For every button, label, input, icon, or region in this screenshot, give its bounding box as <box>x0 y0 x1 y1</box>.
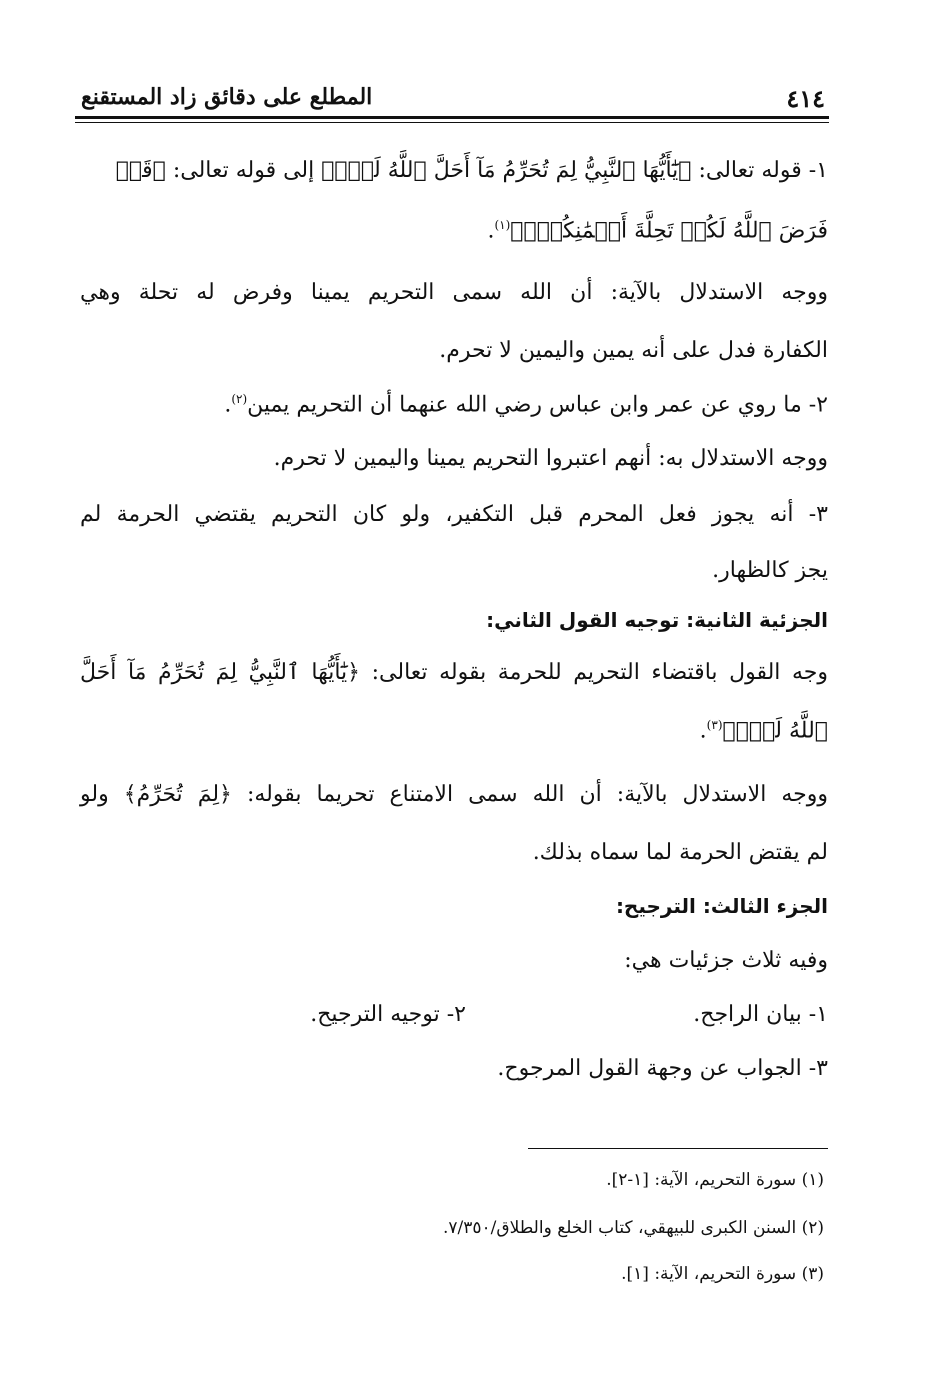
inference-3-line-2: لم يقتض الحرمة لما سماه بذلك. <box>532 840 828 865</box>
sub-item-3: ٣- الجواب عن وجهة القول المرجوح. <box>497 1056 828 1081</box>
sub-item-2: ٢- توجيه الترجيح. <box>310 1002 466 1027</box>
section-heading-tarjih: الجزء الثالث: الترجيح: <box>615 894 828 918</box>
footnote-1: (١) سورة التحريم، الآية: [١-٢]. <box>606 1170 824 1190</box>
evidence-1-line-1 <box>116 158 828 183</box>
sub-item-1: ١- بيان الراجح. <box>693 1002 828 1027</box>
evidence-2-number: ٢- <box>808 392 828 418</box>
page-number: ٤١٤ <box>786 84 825 113</box>
evidence-1-text-b: فَرَضَ ٱللَّهُ لَكُمۡ تَحِلَّةَ أَيۡمَٰنِكُمۡۚ﴾ <box>510 218 828 244</box>
evidence-3-number: ٣- <box>808 502 828 527</box>
header-rule-thin <box>75 122 829 123</box>
second-view-line-2: ٱللَّهُ لَكَۖ﴾$^{(٣)}$. <box>699 718 828 744</box>
header-rule-thick <box>75 116 829 119</box>
evidence-1-line-2: فَرَضَ ٱللَّهُ لَكُمۡ تَحِلَّةَ أَيۡمَٰنِكُمۡۚ﴾$^{(١)}$. <box>487 218 828 244</box>
footnote-ref-1: (١) <box>494 218 511 232</box>
inference-3-line-1: ووجه الاستدلال بالآية: أن الله سمى الامتناع تحريما بقوله: ﴿لِمَ تُحَرِّمُ﴾ ولو <box>80 782 828 807</box>
footnote-ref-3: (٣) <box>706 718 723 732</box>
subsection-heading-second-view: الجزئية الثانية: توجيه القول الثاني: <box>486 608 828 632</box>
evidence-3-text-a: أنه يجوز فعل المحرم قبل التكفير، ولو كان التحريم يقتضي الحرمة لم <box>80 502 794 527</box>
footnote-3: (٣) سورة التحريم، الآية: [١]. <box>621 1264 824 1284</box>
page-header <box>75 78 829 118</box>
evidence-2-text: ما روي عن عمر وابن عباس رضي الله عنهما أن التحريم يمين <box>247 392 802 418</box>
inference-1-line-2: الكفارة فدل على أنه يمين واليمين لا تحرم. <box>439 338 828 363</box>
second-view-line-1: وجه القول باقتضاء التحريم للحرمة بقوله تعالى: ﴿يَٰٓأَيُّهَا ٱلنَّبِيُّ لِمَ تُحَرِّمُ مَآ أَحَلَّ <box>80 660 828 685</box>
evidence-1-number: ١- <box>808 158 828 183</box>
inference-2-line: ووجه الاستدلال به: أنهم اعتبروا التحريم يمينا واليمين لا تحرم. <box>273 446 828 471</box>
evidence-3-line-2: يجز كالظهار. <box>712 558 828 583</box>
footnote-2: (٢) السنن الكبرى للبيهقي، كتاب الخلع والطلاق/٧/٣٥٠. <box>443 1218 824 1238</box>
intro-line: وفيه ثلاث جزئيات هي: <box>624 948 828 973</box>
footnote-ref-2: (٢) <box>231 392 248 406</box>
book-title: المطلع على دقائق زاد المستقنع <box>81 84 373 110</box>
evidence-2-line: ٢- ما روي عن عمر وابن عباس رضي الله عنهما أن التحريم يمين$^{(٢)}$. <box>224 392 828 418</box>
evidence-3-line-1 <box>80 502 828 527</box>
evidence-1-text-a: قوله تعالى: ﴿يَٰٓأَيُّهَا ٱلنَّبِيُّ لِمَ تُحَرِّمُ مَآ أَحَلَّ ٱللَّهُ لَكَۖ﴾ إلى قوله تعالى: ﴿قَدۡ <box>115 158 802 183</box>
footnote-rule <box>528 1148 828 1149</box>
inference-1-line-1: ووجه الاستدلال بالآية: أن الله سمى التحريم يمينا وفرض له تحلة وهي <box>80 280 828 305</box>
